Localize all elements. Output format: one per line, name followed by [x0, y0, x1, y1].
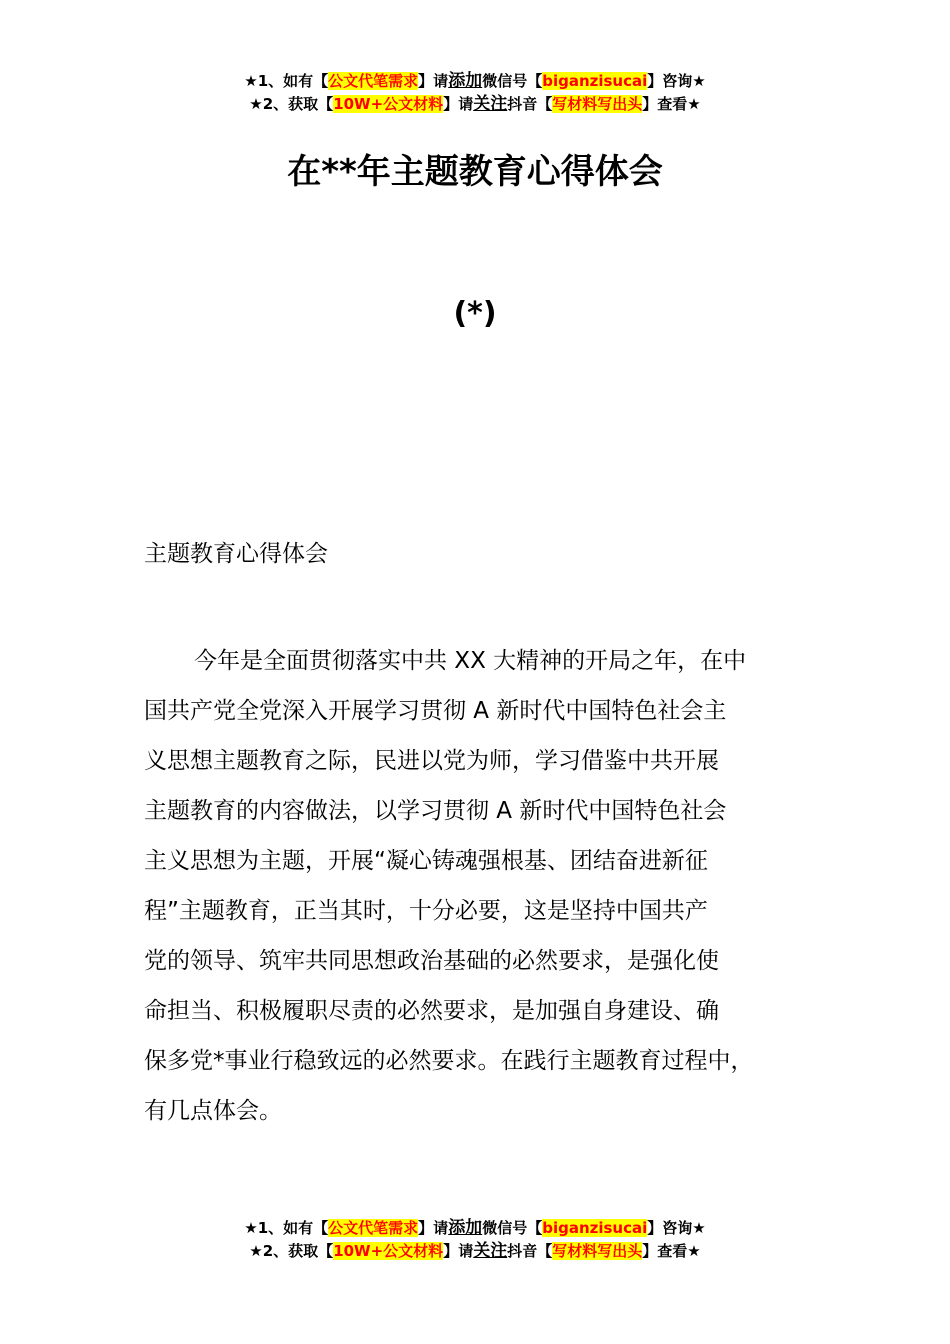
body-paragraph: [144, 636, 834, 1136]
paragraph-line: 国共产党全党深入开展学习贯彻 A 新时代中国特色社会主: [144, 698, 727, 724]
paragraph-line: 程”主题教育，正当其时，十分必要，这是坚持中国共产: [144, 898, 708, 924]
banner-line-2-mid2: 抖音【: [507, 95, 553, 113]
banner-line-1-mid2: 微信号【: [482, 72, 543, 90]
banner-line-1-prefix: ★1、如有【: [244, 1219, 329, 1237]
banner-line-1-underlined: 添加: [448, 71, 483, 91]
paragraph-line: 有几点体会。: [144, 1098, 282, 1124]
paragraph-line: 今年是全面贯彻落实中共 XX 大精神的开局之年，在中: [194, 648, 747, 674]
banner-line-2-mid2: 抖音【: [507, 1242, 553, 1260]
banner-line-2-highlight-materials: 10W+公文材料: [333, 95, 444, 113]
banner-line-2-highlight-materials: 10W+公文材料: [333, 1242, 444, 1260]
banner-line-1-highlight-wechat: biganzisucai: [542, 72, 648, 90]
document-title: 在**年主题教育心得体会: [287, 152, 663, 192]
banner-line-1-highlight-service: 公文代笔需求: [328, 72, 419, 90]
banner-line-2: [0, 93, 950, 116]
banner-line-2-underlined: 关注: [473, 1241, 508, 1261]
paragraph-line: 主题教育的内容做法，以学习贯彻 A 新时代中国特色社会: [144, 798, 727, 824]
banner-line-1-suffix: 】咨询★: [647, 1219, 706, 1237]
banner-line-1: [0, 70, 950, 93]
banner-line-1-suffix: 】咨询★: [647, 72, 706, 90]
banner-line-2-mid1: 】请: [443, 1242, 474, 1260]
paragraph-line: 主义思想为主题，开展“凝心铸魂强根基、团结奋进新征: [144, 848, 708, 874]
header-banner: [0, 70, 950, 116]
banner-line-1-highlight-wechat: biganzisucai: [542, 1219, 648, 1237]
banner-line-1-mid1: 】请: [418, 72, 449, 90]
banner-line-2-underlined: 关注: [473, 94, 508, 114]
footer-banner: [0, 1217, 950, 1263]
banner-line-1-prefix: ★1、如有【: [244, 72, 329, 90]
banner-line-1-highlight-service: 公文代笔需求: [328, 1219, 419, 1237]
paragraph-line: 党的领导、筑牢共同思想政治基础的必然要求，是强化使: [144, 948, 719, 974]
banner-line-2-suffix: 】查看★: [642, 95, 701, 113]
banner-line-1-mid2: 微信号【: [482, 1219, 543, 1237]
paragraph-line: 义思想主题教育之际，民进以党为师，学习借鉴中共开展: [144, 748, 719, 774]
paragraph-line: 命担当、积极履职尽责的必然要求，是加强自身建设、确: [144, 998, 719, 1024]
banner-line-2: [0, 1240, 950, 1263]
document-subtitle: (*): [453, 296, 497, 331]
banner-line-2-suffix: 】查看★: [642, 1242, 701, 1260]
banner-line-1-underlined: 添加: [448, 1218, 483, 1238]
banner-line-2-prefix: ★2、获取【: [249, 1242, 334, 1260]
banner-line-1: [0, 1217, 950, 1240]
banner-line-2-mid1: 】请: [443, 95, 474, 113]
paragraph-line: 保多党*事业行稳致远的必然要求。在践行主题教育过程中，: [144, 1048, 754, 1074]
section-heading: 主题教育心得体会: [144, 541, 328, 567]
banner-line-2-highlight-douyin: 写材料写出头: [552, 95, 643, 113]
banner-line-1-mid1: 】请: [418, 1219, 449, 1237]
banner-line-2-prefix: ★2、获取【: [249, 95, 334, 113]
banner-line-2-highlight-douyin: 写材料写出头: [552, 1242, 643, 1260]
